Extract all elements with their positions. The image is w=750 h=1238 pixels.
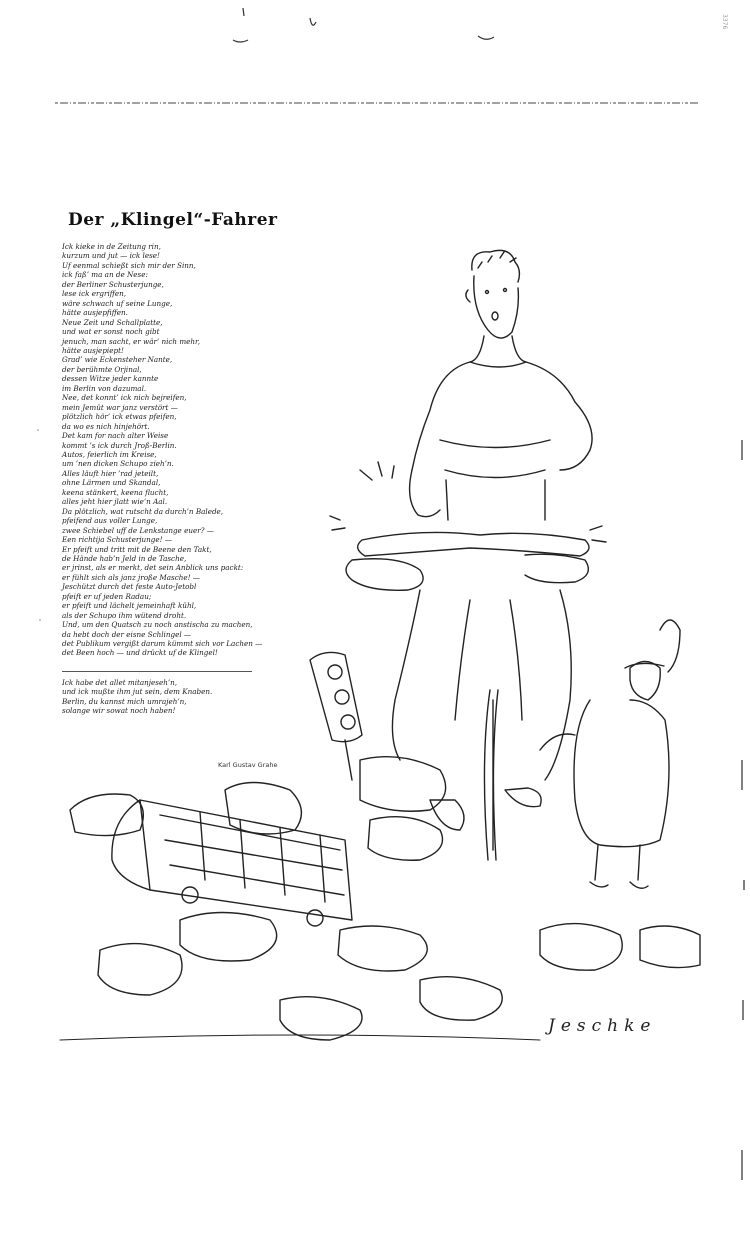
marginal-number: 3376 [721, 14, 728, 30]
poem-line: kommt ’s ick durch Jroß-Berlin. [62, 440, 177, 450]
poem-line: pfeifend aus voller Lunge, [62, 516, 158, 526]
poem-line: de Hände hab’n Jeld in de Tasche, [62, 553, 187, 563]
poem-line: hätte ausjepfiffen. [62, 308, 128, 318]
poem-line: als der Schupo ihm wütend droht. [62, 610, 187, 620]
poem-line: Und, um den Quatsch zu noch anstischa zu machen, [62, 620, 253, 630]
poem-line: kurzum und jut — ick lese! [62, 251, 160, 261]
poem-line: Autos, feierlich im Kreise, [62, 449, 157, 459]
poem-line: und wat er sonst noch gibt [62, 327, 160, 337]
boy-head [466, 250, 520, 338]
poem-line: um ’nen dicken Schupo zieh’n. [62, 459, 174, 469]
poem-line: dessen Witze jeder kannte [62, 374, 159, 384]
poem-line: Alles läuft hier ’rad jeteilt, [62, 468, 159, 478]
poem-line: ohne Lärmen und Skandal, [62, 478, 161, 488]
poem-line: pfeift er uf jeden Radau; [62, 591, 152, 601]
poem-line: Neue Zeit und Schallplatte, [62, 317, 163, 327]
boy-torso [410, 336, 593, 520]
poem-line: Det kam for nach alter Weise [62, 431, 169, 441]
boy-legs [392, 590, 571, 830]
poem-line: er pfeift und lächelt jemeinhaft kühl, [62, 601, 197, 611]
poem-line: keena stänkert, keena flucht, [62, 487, 169, 497]
poem-line: der Berliner Schusterjunge, [62, 279, 164, 289]
poem-line: der berühmte Orjinal, [62, 364, 142, 374]
poem-line: det Been hoch — und drückt uf de Klingel! [62, 648, 218, 658]
poem-line: alles jeht hier jlatt wie’n Aal. [62, 497, 168, 507]
poem-line: Grad’ wie Eckensteher Nante, [62, 355, 173, 365]
poem-line: plötzlich hör’ ick etwas pfeifen, [62, 412, 177, 422]
poem-line: zwee Schiebel uff de Lenkstange euer? — [62, 525, 214, 535]
poem-line: Ick habe det allet mitanjeseh’n, [62, 677, 178, 687]
poem-line: da wo es nich hinjehört. [62, 421, 150, 431]
poem-line: jenuch, man sacht, er wär’ nich mehr, [62, 336, 200, 346]
poem-line: hätte ausjepiept! [62, 345, 124, 355]
bicycle-handlebar [330, 462, 606, 590]
poem-line: Nee, det konnt’ ick nich bejreifen, [62, 393, 187, 403]
poem-line: er jrinst, als er merkt, det sein Anblick uns packt: [62, 563, 244, 573]
poem-line: lese ick ergriffen, [62, 289, 127, 299]
poem-line: Da plötzlich, wat rutscht da durch’n Balede, [62, 506, 224, 516]
poem-author: Karl Gustav Grahe [218, 761, 278, 769]
poem-line: Een richtija Schusterjunge! — [62, 535, 172, 545]
poem-line: er fühlt sich als janz jroße Masche! — [62, 572, 200, 582]
poem-line: Ick kieke in de Zeitung rin, [62, 242, 161, 251]
poem-line: wäre schwach uf seine Lunge, [62, 298, 173, 308]
double-decker-bus [112, 800, 352, 926]
poem-line: Berlin, du kannst mich umrajeh’n, [62, 696, 187, 706]
poem-line: Jeschützt durch det feste Auto-Jetobl [62, 582, 197, 592]
poem-line: ick faß’ ma an de Nese: [62, 270, 148, 280]
poem-line: und ick mußte ihm jut sein, dem Knaben. [62, 687, 213, 697]
poem-line: Uf eenmal schießt sich mir der Sinn, [62, 260, 196, 270]
poem-line: solange wir sowat noch haben! [62, 706, 176, 716]
poem-title: Der „Klingel“-Fahrer [68, 210, 278, 230]
policeman-figure [540, 620, 680, 888]
poem-line: det Publikum vergißt darum kümmt sich vor Lachen — [62, 639, 263, 649]
poem-line: Er pfeift und tritt mit de Beene den Takt, [62, 544, 212, 554]
artist-signature: Jeschke [548, 1016, 657, 1036]
bicycle-front-wheel [484, 690, 498, 860]
poem-line: mein Jemüt war janz verstört — [62, 402, 178, 412]
traffic-light [310, 652, 362, 780]
traffic-cars [70, 757, 700, 1040]
poem-line: im Berlin von dazumal. [62, 383, 147, 393]
poem-line: da hebt doch der eisne Schlingel — [62, 629, 192, 639]
